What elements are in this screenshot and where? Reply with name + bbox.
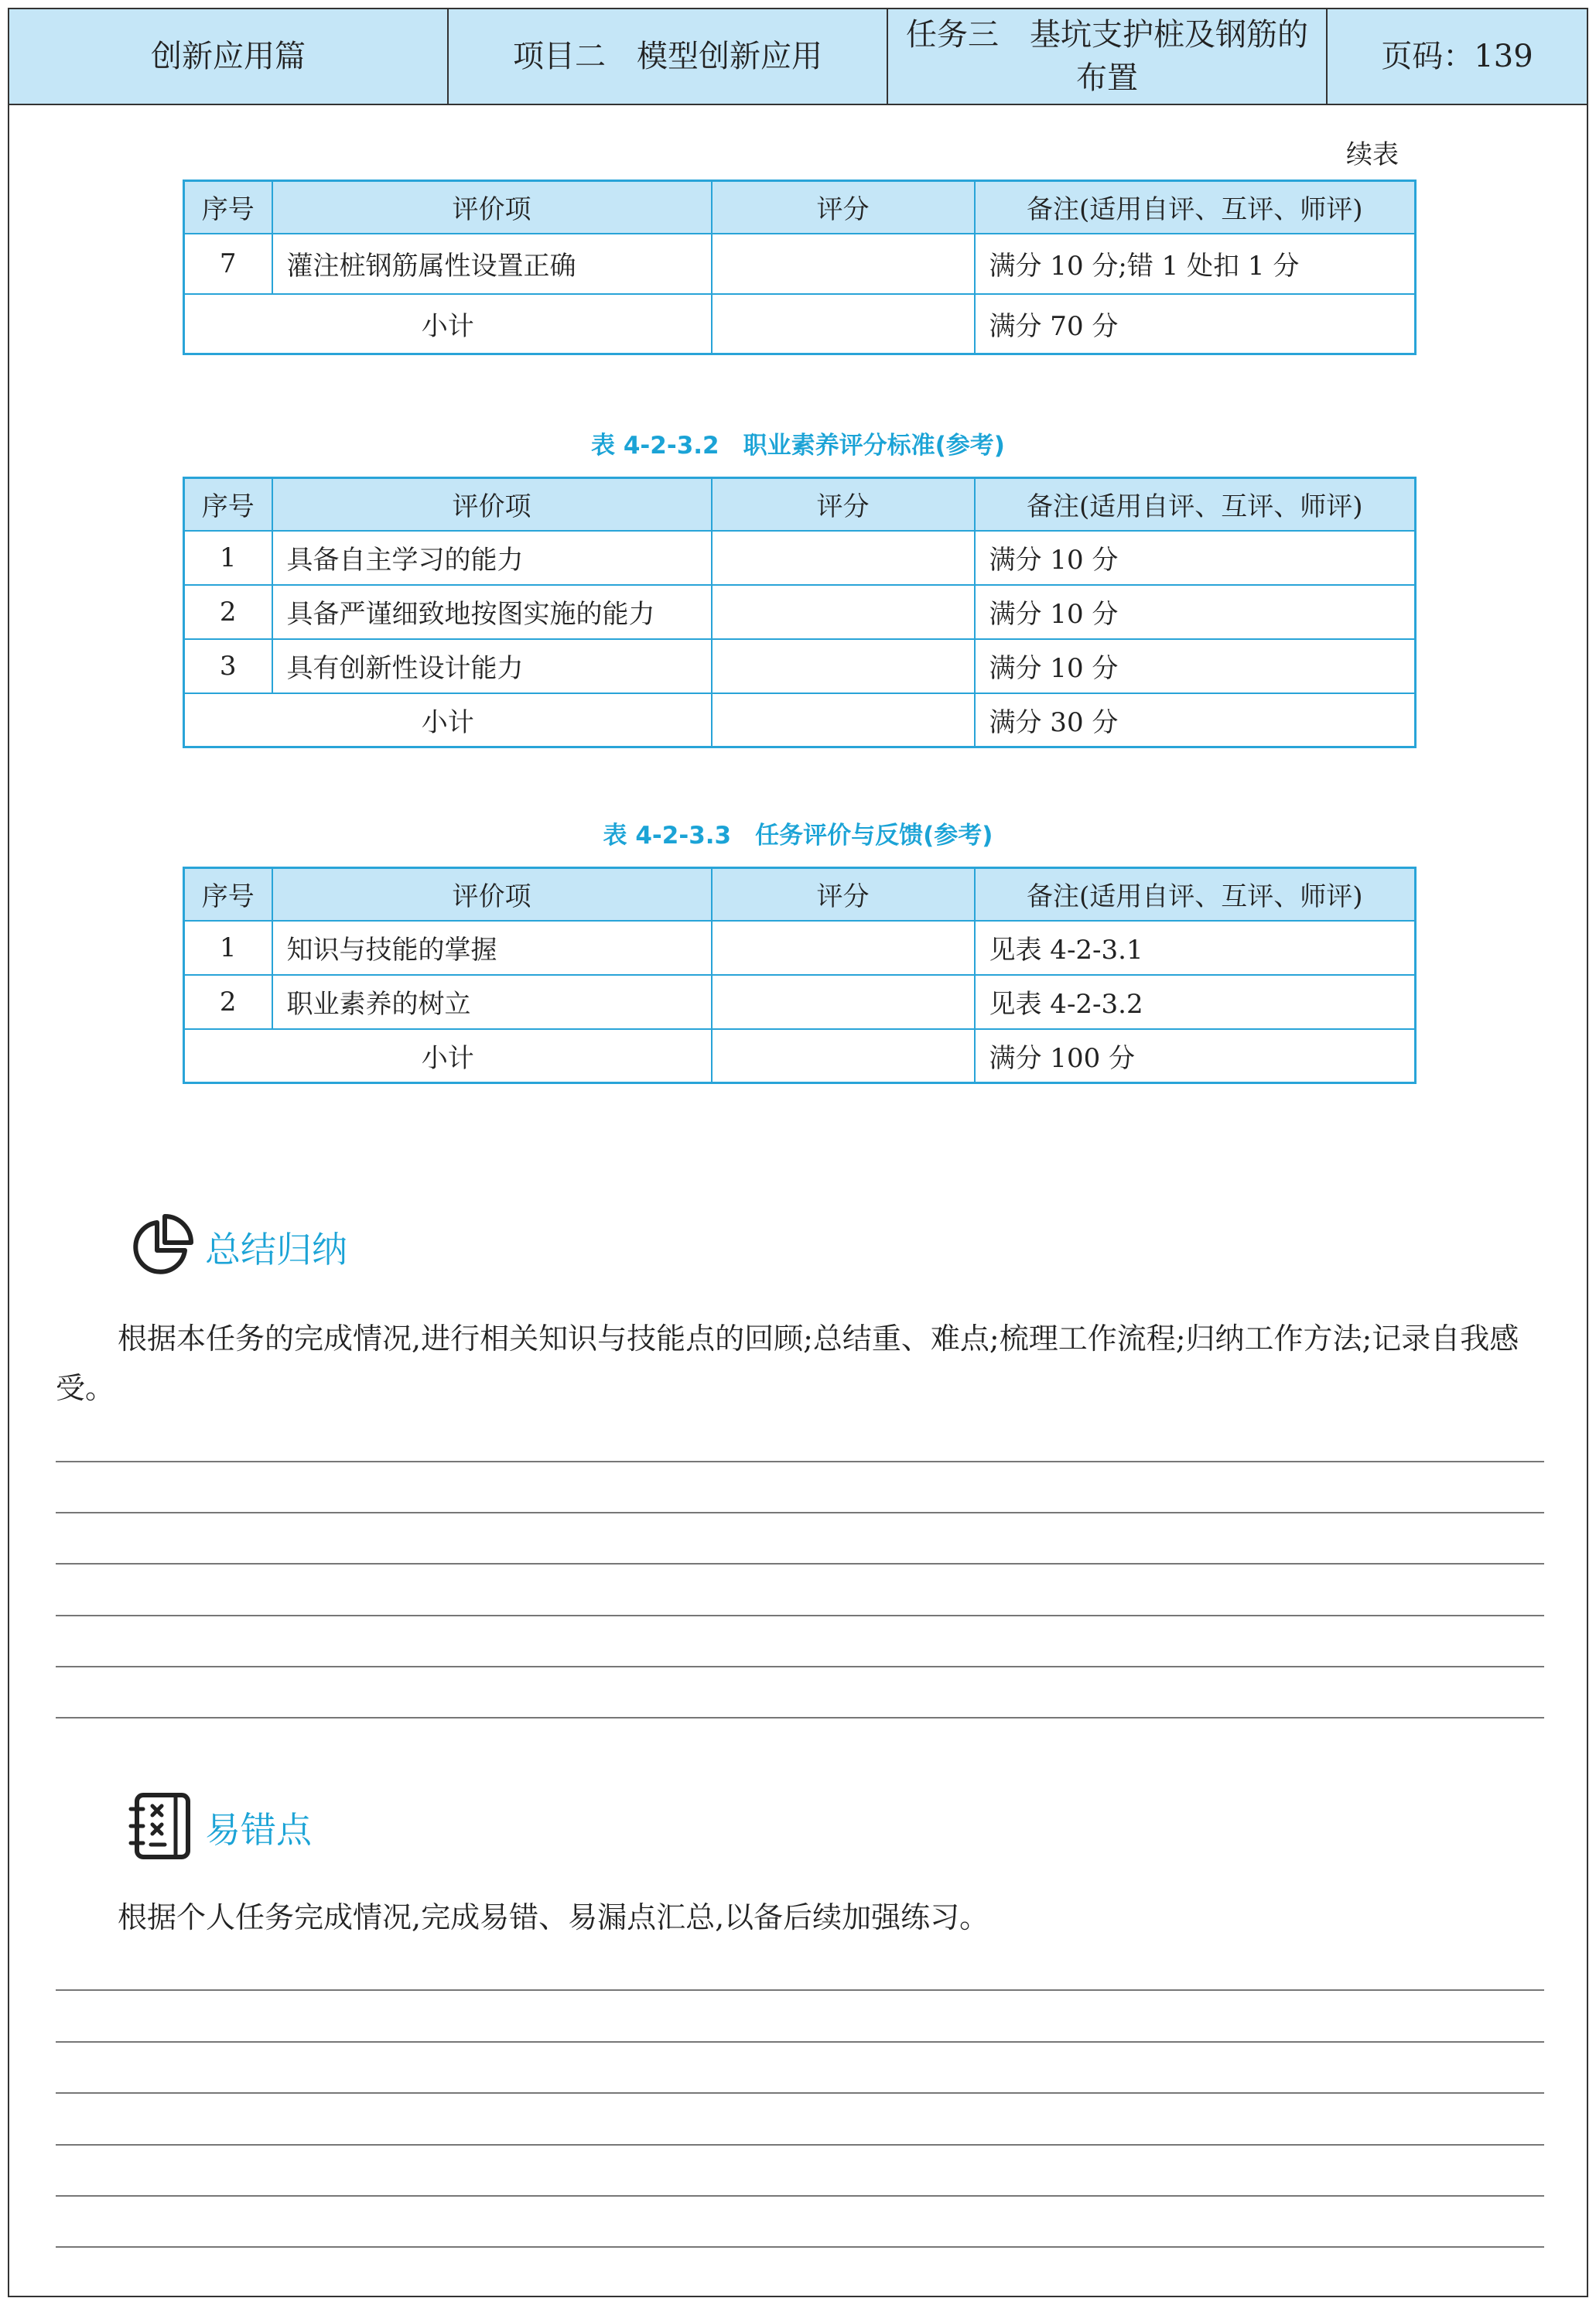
table-header-row bbox=[184, 868, 1416, 921]
score-cell[interactable] bbox=[712, 585, 975, 639]
writing-line[interactable] bbox=[56, 1563, 1544, 1565]
row-no: 3 bbox=[184, 639, 272, 693]
table-row bbox=[184, 639, 1416, 693]
writing-line[interactable] bbox=[56, 2246, 1544, 2248]
col-header-score: 评分 bbox=[712, 181, 975, 234]
row-item: 具备严谨细致地按图实施的能力 bbox=[272, 585, 712, 639]
table-skills-continued bbox=[183, 180, 1417, 355]
header-section: 创新应用篇 bbox=[9, 9, 449, 104]
subtotal-row bbox=[184, 294, 1416, 354]
errors-title: 易错点 bbox=[205, 1809, 312, 1851]
subtotal-score-cell[interactable] bbox=[712, 693, 975, 747]
subtotal-score-cell[interactable] bbox=[712, 294, 975, 354]
subtotal-label: 小计 bbox=[184, 693, 712, 747]
writing-line[interactable] bbox=[56, 2041, 1544, 2043]
table-row bbox=[184, 975, 1416, 1029]
table-caption-professional: 表 4-2-3.2 职业素养评分标准(参考) bbox=[591, 432, 1005, 460]
subtotal-row bbox=[184, 693, 1416, 747]
writing-line[interactable] bbox=[56, 1512, 1544, 1513]
subtotal-score-cell[interactable] bbox=[712, 1029, 975, 1083]
table-row bbox=[184, 921, 1416, 975]
table-caption-evaluation: 表 4-2-3.3 任务评价与反馈(参考) bbox=[603, 822, 993, 850]
row-no: 1 bbox=[184, 921, 272, 975]
score-cell[interactable] bbox=[712, 921, 975, 975]
row-note: 满分 10 分 bbox=[975, 531, 1416, 585]
subtotal-label: 小计 bbox=[184, 1029, 712, 1083]
col-header-no: 序号 bbox=[184, 478, 272, 531]
col-header-item: 评价项 bbox=[272, 868, 712, 921]
table-task-evaluation bbox=[183, 867, 1417, 1084]
table-row bbox=[184, 234, 1416, 294]
row-item: 具备自主学习的能力 bbox=[272, 531, 712, 585]
page-header bbox=[8, 8, 1588, 105]
table-professional-quality bbox=[183, 477, 1417, 748]
summary-instructions bbox=[56, 1314, 1549, 1413]
score-cell[interactable] bbox=[712, 234, 975, 294]
checklist-notebook-icon bbox=[126, 1790, 197, 1865]
col-header-score: 评分 bbox=[712, 868, 975, 921]
table-header-row bbox=[184, 478, 1416, 531]
errors-text: 根据个人任务完成情况,完成易错、易漏点汇总,以备后续加强练习。 bbox=[118, 1900, 989, 1934]
summary-title: 总结归纳 bbox=[205, 1229, 347, 1270]
writing-line[interactable] bbox=[56, 1989, 1544, 1991]
continued-label: 续表 bbox=[1346, 139, 1399, 170]
row-no: 7 bbox=[184, 234, 272, 294]
table-header-row bbox=[184, 181, 1416, 234]
row-note: 见表 4-2-3.1 bbox=[975, 921, 1416, 975]
table-row bbox=[184, 531, 1416, 585]
subtotal-note: 满分 100 分 bbox=[975, 1029, 1416, 1083]
writing-line[interactable] bbox=[56, 1461, 1544, 1462]
subtotal-note: 满分 30 分 bbox=[975, 693, 1416, 747]
row-no: 2 bbox=[184, 585, 272, 639]
writing-line[interactable] bbox=[56, 2144, 1544, 2146]
row-note: 满分 10 分;错 1 处扣 1 分 bbox=[975, 234, 1416, 294]
row-note: 满分 10 分 bbox=[975, 585, 1416, 639]
writing-line[interactable] bbox=[56, 1717, 1544, 1718]
score-cell[interactable] bbox=[712, 531, 975, 585]
pie-chart-icon bbox=[126, 1210, 197, 1284]
col-header-item: 评价项 bbox=[272, 181, 712, 234]
col-header-score: 评分 bbox=[712, 478, 975, 531]
row-note: 见表 4-2-3.2 bbox=[975, 975, 1416, 1029]
row-no: 1 bbox=[184, 531, 272, 585]
errors-instructions bbox=[56, 1893, 1549, 1942]
errors-heading bbox=[126, 1790, 312, 1865]
score-cell[interactable] bbox=[712, 975, 975, 1029]
subtotal-note: 满分 70 分 bbox=[975, 294, 1416, 354]
writing-line[interactable] bbox=[56, 1666, 1544, 1667]
col-header-note: 备注(适用自评、互评、师评) bbox=[975, 868, 1416, 921]
summary-text: 根据本任务的完成情况,进行相关知识与技能点的回顾;总结重、难点;梳理工作流程;归纳工作方法;记录自我感受。 bbox=[56, 1322, 1519, 1405]
col-header-no: 序号 bbox=[184, 181, 272, 234]
row-item: 具有创新性设计能力 bbox=[272, 639, 712, 693]
col-header-note: 备注(适用自评、互评、师评) bbox=[975, 181, 1416, 234]
row-item: 知识与技能的掌握 bbox=[272, 921, 712, 975]
subtotal-label: 小计 bbox=[184, 294, 712, 354]
summary-heading bbox=[126, 1210, 347, 1284]
col-header-item: 评价项 bbox=[272, 478, 712, 531]
col-header-no: 序号 bbox=[184, 868, 272, 921]
subtotal-row bbox=[184, 1029, 1416, 1083]
row-item: 灌注桩钢筋属性设置正确 bbox=[272, 234, 712, 294]
header-project: 项目二 模型创新应用 bbox=[449, 9, 888, 104]
writing-line[interactable] bbox=[56, 2092, 1544, 2094]
col-header-note: 备注(适用自评、互评、师评) bbox=[975, 478, 1416, 531]
writing-line[interactable] bbox=[56, 2195, 1544, 2197]
score-cell[interactable] bbox=[712, 639, 975, 693]
row-item: 职业素养的树立 bbox=[272, 975, 712, 1029]
table-row bbox=[184, 585, 1416, 639]
header-task: 任务三 基坑支护桩及钢筋的布置 bbox=[888, 9, 1328, 104]
writing-line[interactable] bbox=[56, 1615, 1544, 1616]
row-no: 2 bbox=[184, 975, 272, 1029]
row-note: 满分 10 分 bbox=[975, 639, 1416, 693]
header-page-number: 页码：139 bbox=[1381, 39, 1533, 74]
